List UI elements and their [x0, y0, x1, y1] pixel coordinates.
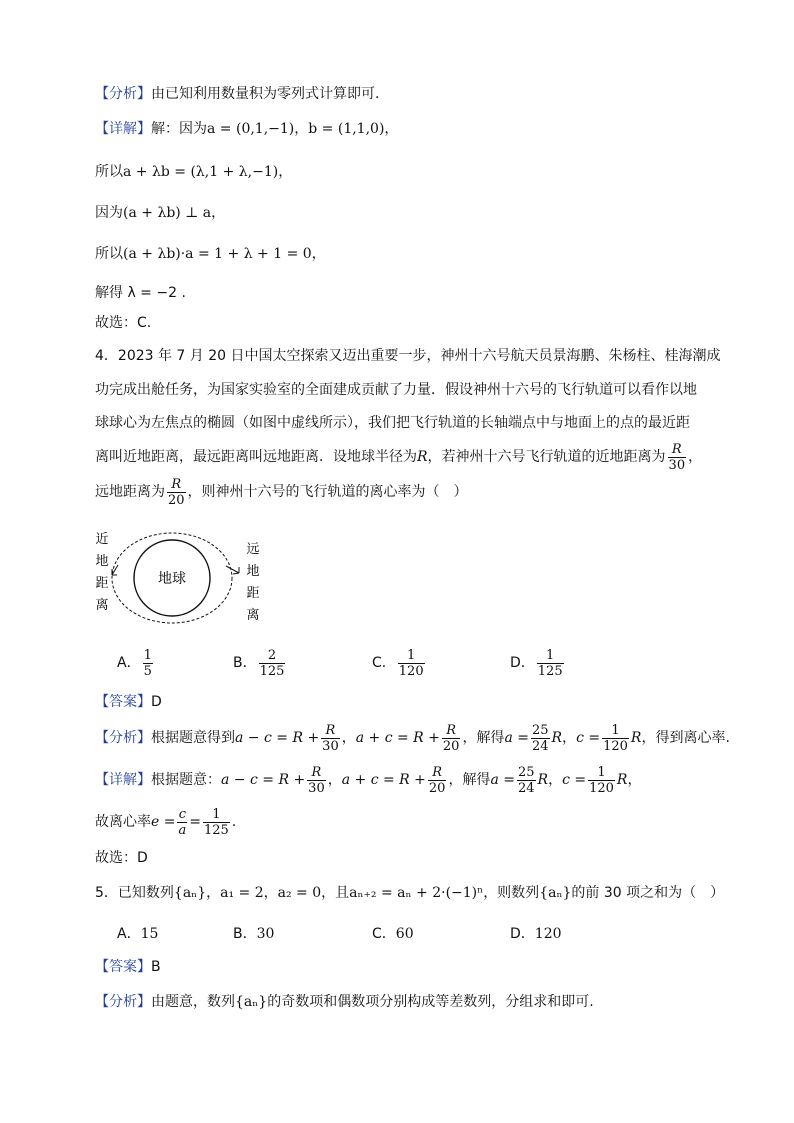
text: 离叫近地距离，最远距离叫远地距离．设地球半径为: [95, 449, 417, 465]
answer-tag: 【答案】: [95, 694, 151, 710]
fraction-R-20: [442, 723, 461, 754]
math-expr: a + c = R +: [341, 772, 426, 788]
denominator: 120: [603, 738, 628, 754]
text: 故离心率: [95, 814, 151, 830]
fraction-25-24: [531, 723, 550, 754]
option-label: C．: [372, 655, 396, 671]
q4-option-d[interactable]: [510, 646, 566, 680]
q5-option-d[interactable]: [510, 924, 562, 944]
option-fraction: [143, 648, 153, 679]
comma: ，: [278, 164, 293, 180]
near-distance-label: [95, 532, 108, 613]
denominator: 24: [517, 780, 535, 796]
a1-value: a₁ = 2: [220, 885, 264, 901]
answer-value: D: [151, 694, 162, 710]
radius-symbol: R: [551, 730, 563, 746]
dot-expression: (a + λb)·a = 1 + λ + 1 = 0: [123, 246, 312, 262]
far-char: 远: [246, 542, 260, 557]
math-expr: a − c = R +: [235, 730, 320, 746]
numerator: 1: [398, 648, 425, 664]
q4-stem-line-3: 球球心为左焦点的椭圆（如图中虚线所示），我们把飞行轨道的长轴端点中与地面上的点的最近距: [95, 415, 690, 431]
answer-tag: 【答案】: [95, 959, 151, 975]
denominator: 30: [308, 780, 325, 796]
q3-line-dot: [95, 244, 326, 264]
a2-value: a₂ = 0: [277, 885, 322, 901]
option-fraction: [259, 648, 286, 679]
q4-option-c[interactable]: [372, 646, 427, 680]
analysis-tag: 【分析】: [95, 730, 151, 746]
fraction-1-120: [602, 723, 629, 754]
q4-analysis-line: [95, 720, 730, 756]
option-label: C．: [372, 926, 396, 942]
far-char: 地: [246, 564, 260, 579]
vector-b-def: b = (1,1,0): [308, 121, 385, 137]
denominator: 24: [531, 738, 549, 754]
q3-analysis-text: 由已知利用数量积为零列式计算即可.: [151, 86, 380, 102]
option-fraction: [537, 648, 564, 679]
equals: =: [189, 814, 201, 830]
recurrence-relation: aₙ₊₂ = aₙ + 2·(−1)ⁿ: [349, 885, 484, 901]
sum-expression: a + λb = (λ,1 + λ,−1): [123, 164, 279, 180]
text: 所以: [95, 246, 123, 262]
text: ，则神州十六号的飞行轨道的离心率为（ ）: [187, 484, 468, 500]
fraction-R-20: [167, 477, 186, 508]
far-distance-label: [246, 542, 259, 623]
option-value: 120: [534, 926, 562, 942]
denominator: 120: [589, 780, 614, 796]
comma: ，: [206, 885, 221, 901]
far-distance-arrow: [226, 566, 239, 574]
text: ，则数列: [483, 885, 540, 901]
q4-option-b[interactable]: [233, 646, 287, 680]
math-expr: c =: [562, 772, 587, 788]
numerator: 2: [259, 648, 286, 664]
comma: ，: [688, 449, 703, 465]
sequence-symbol: {aₙ}: [539, 885, 572, 901]
q3-detail-prefix: 解：因为: [151, 121, 207, 137]
comma: ，: [462, 730, 477, 746]
comma: ，: [448, 772, 463, 788]
q3-analysis-line: [95, 84, 379, 104]
q3-detail-line: [95, 119, 398, 139]
text: 根据题意得到: [151, 730, 235, 746]
detail-tag: 【详解】: [95, 121, 151, 137]
radius-symbol: R: [616, 772, 628, 788]
numerator: R: [321, 723, 340, 739]
math-expr: a =: [490, 772, 515, 788]
near-char: 距: [95, 576, 109, 591]
q5-option-b[interactable]: [233, 924, 274, 944]
numerator: 1: [143, 647, 152, 663]
denominator: a: [178, 822, 187, 838]
numerator: R: [167, 477, 186, 493]
numerator: 1: [203, 807, 230, 823]
radius-symbol: R: [417, 449, 428, 465]
text: 的奇数项和偶数项分别构成等差数列，分组求和即可.: [267, 994, 594, 1010]
numerator: 1: [537, 648, 564, 664]
q4-choice: 故选：D: [95, 850, 148, 866]
math-expr: c =: [576, 730, 601, 746]
q4-detail-line: [95, 762, 641, 798]
numerator: R: [428, 765, 447, 781]
fraction-R-30: [668, 442, 687, 473]
text: 得到离心率.: [655, 730, 730, 746]
q3-solution: 解得 λ = −2 .: [95, 285, 186, 301]
numerator: R: [442, 723, 461, 739]
q5-analysis-line: [95, 992, 594, 1012]
option-label: A．: [117, 655, 141, 671]
comma: ，: [327, 772, 342, 788]
numerator: 1: [588, 765, 615, 781]
numerator: 25: [531, 722, 549, 738]
q3-line-perp: [95, 203, 225, 223]
comma: ，: [311, 246, 326, 262]
option-label: D．: [510, 655, 535, 671]
math-expr: a + c = R +: [355, 730, 440, 746]
comma: ，: [548, 772, 563, 788]
numerator: R: [307, 765, 326, 781]
option-label: A．: [117, 926, 141, 942]
q5-option-a[interactable]: [117, 924, 158, 944]
option-value: 60: [395, 926, 414, 942]
q5-answer-line: [95, 957, 161, 977]
earth-label: 地球: [158, 571, 186, 587]
q3-line-sum: [95, 162, 292, 182]
fraction-R-30: [307, 765, 326, 796]
denominator: 20: [168, 492, 185, 508]
math-expr: a − c = R +: [221, 772, 306, 788]
numerator: 25: [517, 764, 535, 780]
text: 远地距离为: [95, 484, 165, 500]
fraction-R-30: [321, 723, 340, 754]
analysis-tag: 【分析】: [95, 994, 151, 1010]
comma: ，: [562, 730, 577, 746]
text: 所以: [95, 164, 123, 180]
fraction-25-24: [517, 765, 536, 796]
q4-stem-line-5: [95, 475, 468, 509]
option-label: B．: [233, 655, 257, 671]
text: 5．已知数列: [95, 885, 174, 901]
option-label: B．: [233, 926, 257, 942]
math-expr: a =: [504, 730, 529, 746]
numerator: 1: [602, 723, 629, 739]
denominator: 30: [668, 457, 686, 473]
comma: ，: [627, 772, 642, 788]
denominator: 125: [203, 822, 229, 838]
fraction-1-125: [203, 807, 230, 838]
text: 解得: [462, 772, 491, 788]
period: .: [231, 814, 237, 830]
near-distance-arrow: [112, 565, 118, 575]
q4-stem-line-2: 功完成出舱任务，为国家实验室的全面建成贡献了力量．假设神州十六号的飞行轨道可以看作以地: [95, 382, 697, 398]
far-char: 离: [246, 608, 260, 623]
denominator: 125: [259, 663, 285, 679]
denominator: 20: [442, 738, 460, 754]
q4-option-a[interactable]: [117, 646, 155, 680]
comma: ，: [211, 205, 226, 221]
comma: ，: [641, 730, 656, 746]
sequence-symbol: {aₙ}: [173, 885, 207, 901]
denominator: 5: [143, 663, 152, 679]
q5-option-c[interactable]: [372, 924, 414, 944]
q4-answer-line: [95, 692, 162, 712]
denominator: 120: [398, 663, 424, 679]
far-char: 距: [246, 586, 260, 601]
vector-a-def: a = (0,1,−1): [207, 121, 295, 137]
comma: ，: [294, 121, 309, 137]
fraction-c-a: [177, 807, 187, 838]
comma: ，: [263, 885, 278, 901]
text: ，若神州十六号飞行轨道的近地距离为: [427, 449, 666, 465]
text: 因为: [95, 205, 123, 221]
option-value: 30: [256, 926, 275, 942]
denominator: 125: [537, 663, 563, 679]
analysis-tag: 【分析】: [95, 86, 151, 102]
option-value: 15: [140, 926, 159, 942]
q3-choice: 故选：C.: [95, 315, 152, 331]
comma: ，: [384, 121, 399, 137]
perp-expression: (a + λb) ⊥ a: [123, 205, 212, 221]
q5-stem-line: [95, 883, 724, 903]
text: 的前 30 项之和为（ ）: [571, 885, 725, 901]
numerator: R: [668, 442, 687, 458]
option-fraction: [398, 648, 425, 679]
radius-symbol: R: [630, 730, 642, 746]
answer-value: B: [151, 959, 161, 975]
q4-eccentricity-line: [95, 804, 236, 840]
option-label: D．: [510, 926, 535, 942]
denominator: 20: [428, 780, 446, 796]
text: 解得: [476, 730, 505, 746]
detail-tag: 【详解】: [95, 772, 151, 788]
radius-symbol: R: [537, 772, 549, 788]
text: ，且: [321, 885, 350, 901]
comma: ，: [341, 730, 356, 746]
fraction-R-20: [428, 765, 447, 796]
sequence-symbol: {aₙ}: [235, 994, 268, 1010]
denominator: 30: [322, 738, 339, 754]
near-char: 离: [95, 598, 109, 613]
q4-stem-line-1: 4．2023 年 7 月 20 日中国太空探索又迈出重要一步，神州十六号航天员景海鹏、朱杨柱、桂海潮成: [95, 348, 721, 364]
near-char: 地: [95, 554, 109, 569]
numerator: c: [178, 806, 186, 822]
fraction-1-120: [588, 765, 615, 796]
text: 根据题意：: [151, 772, 221, 788]
q4-stem-line-4: [95, 440, 702, 474]
math-expr: e =: [151, 814, 176, 830]
earth-orbit-figure: [88, 525, 278, 640]
text: 由题意，数列: [151, 994, 235, 1010]
near-char: 近: [95, 532, 109, 547]
